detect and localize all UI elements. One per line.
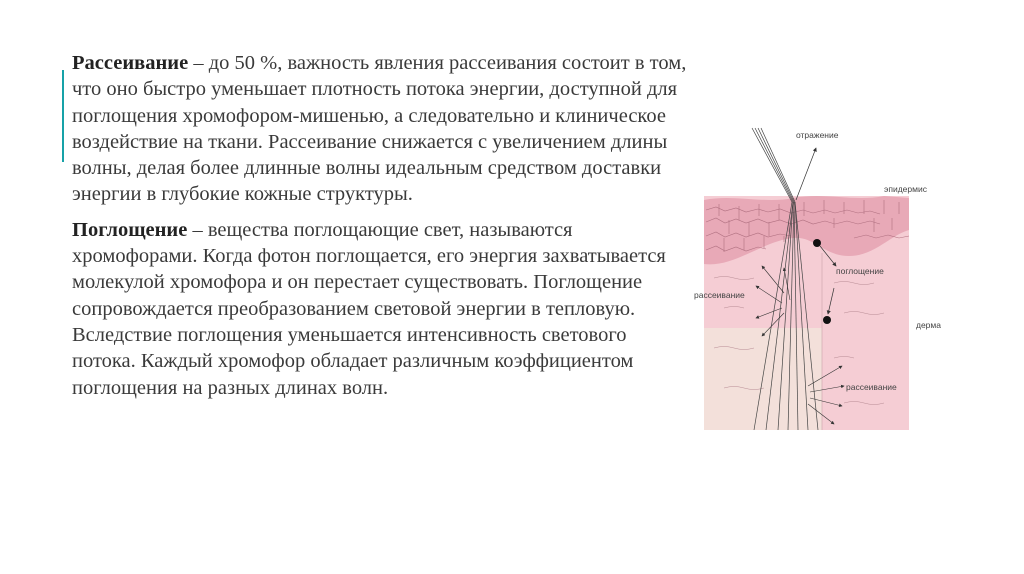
chromophore-dot-2 <box>823 316 831 324</box>
chromophore-dot-1 <box>813 239 821 247</box>
text-content <box>72 50 692 410</box>
paragraph-absorption-text: – вещества поглощающие свет, называются хромофорами. Когда фотон поглощается, его энергия захватывается молекулой хромофора и он перестает существовать. Поглощение сопровождается преобразованием световой энергии в тепловую. Вследствие поглощения уменьшается интенсивность светового потока. Каждый хромофор обладает различным коэффициентом поглощения на разных длинах волн. <box>72 218 666 399</box>
paragraph-absorption <box>72 217 692 401</box>
term-scattering: Рассеивание <box>72 52 189 74</box>
label-reflection: отражение <box>796 130 839 140</box>
reflection-arrow <box>796 148 816 200</box>
label-dermis: дерма <box>916 320 941 330</box>
skin-diagram <box>684 118 944 438</box>
label-scattering-right: рассеивание <box>846 382 897 392</box>
label-epidermis: эпидермис <box>884 184 927 194</box>
subdermis-layer <box>704 328 822 430</box>
paragraph-scattering-text: – до 50 %, важность явления рассеивания состоит в том, что оно быстро уменьшает плотность потока энергии, доступной для поглощения хромофором-мишенью, а следовательно и клиническое воздействие на ткани. Рассеивание снижается с увеличением длины волны, делая более длинные волны идеальным средством доставки энергии в глубокие кожные структуры. <box>72 52 687 206</box>
label-absorption: поглощение <box>836 266 884 276</box>
term-absorption: Поглощение <box>72 218 188 241</box>
accent-bar <box>62 70 64 162</box>
paragraph-scattering <box>72 50 692 208</box>
label-scattering-left: рассеивание <box>694 290 745 300</box>
